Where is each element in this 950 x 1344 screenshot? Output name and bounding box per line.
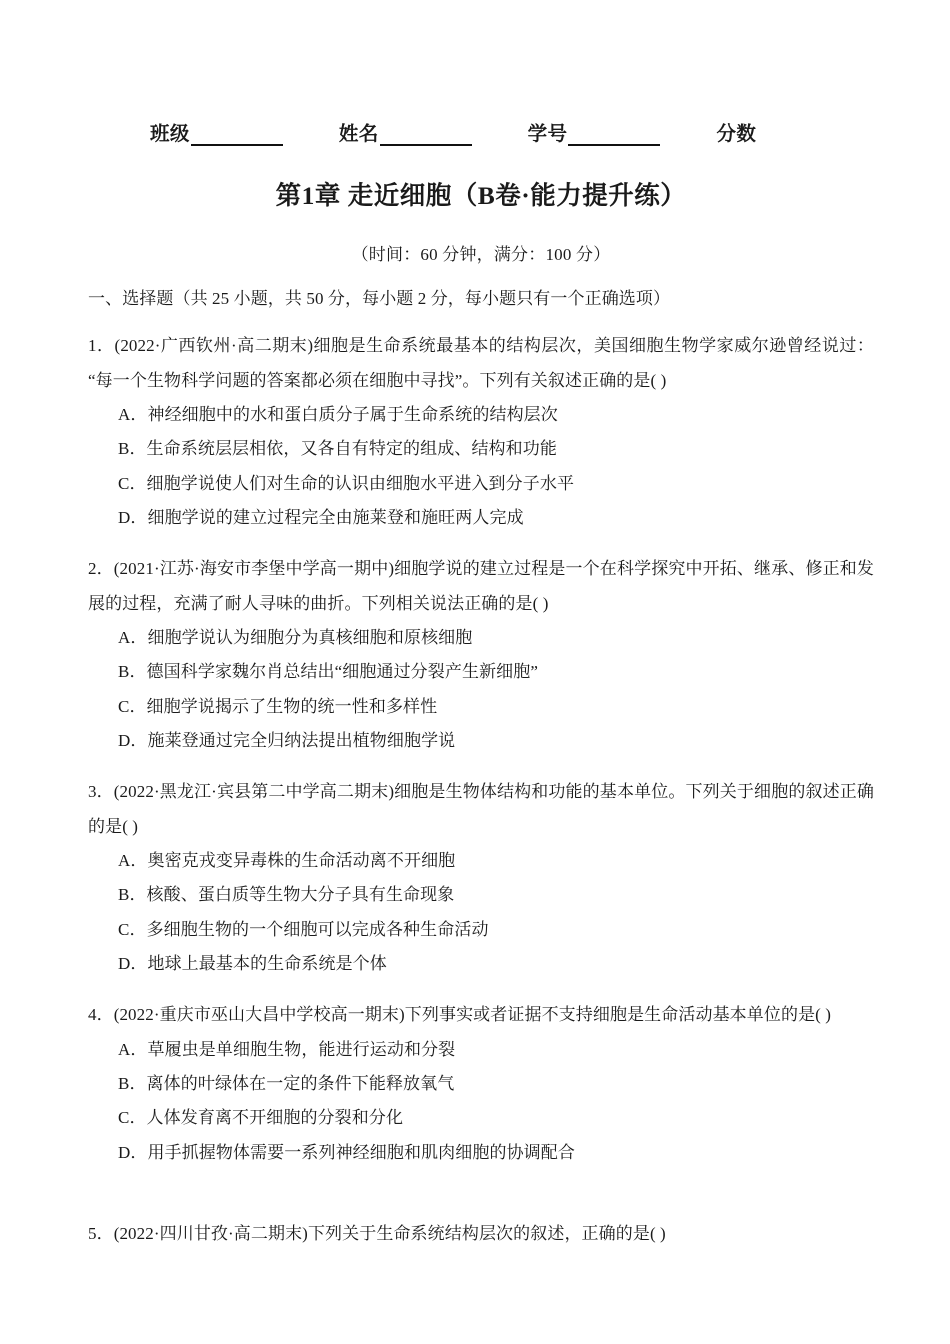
option-a[interactable]: A．细胞学说认为细胞分为真核细胞和原核细胞 <box>118 627 473 647</box>
option-b[interactable]: B．离体的叶绿体在一定的条件下能释放氧气 <box>118 1073 455 1093</box>
option-c[interactable]: C．人体发育离不开细胞的分裂和分化 <box>118 1108 404 1128</box>
option-b[interactable]: B．德国科学家魏尔肖总结出“细胞通过分裂产生新细胞” <box>118 662 539 682</box>
identity-blank-class[interactable] <box>191 127 283 146</box>
identity-label-class: 班级 <box>150 124 190 145</box>
identity-label-studentid: 学号 <box>527 124 568 145</box>
question-stem: 4．(2022·重庆市巫山大昌中学校高一期末)下列事实或者证据不支持细胞是生命活动基本单位的是( ) <box>88 1005 832 1025</box>
question-options <box>88 398 874 535</box>
option-d[interactable]: D．用手抓握物体需要一系列神经细胞和肌肉细胞的协调配合 <box>118 1142 575 1162</box>
question-stem: 5．(2022·四川甘孜·高二期末)下列关于生命系统结构层次的叙述，正确的是( ) <box>88 1223 666 1243</box>
question-item <box>88 552 874 758</box>
page-content <box>88 0 874 1251</box>
question-options <box>88 844 874 981</box>
question-item <box>88 775 874 981</box>
identity-field-score <box>716 118 756 146</box>
question-stem: 1．(2022·广西钦州·高二期末)细胞是生命系统最基本的结构层次，美国细胞生物学家威尔逊曾经说过：“每一个生物科学问题的答案都必须在细胞中寻找”。下列有关叙述正确的是( ) <box>88 336 874 390</box>
option-a[interactable]: A．神经细胞中的水和蛋白质分子属于生命系统的结构层次 <box>118 405 558 424</box>
option-d[interactable]: D．地球上最基本的生命系统是个体 <box>118 953 387 973</box>
identity-field-class <box>150 118 283 146</box>
option-c[interactable]: C．多细胞生物的一个细胞可以完成各种生命活动 <box>118 919 489 939</box>
question-item <box>88 998 874 1170</box>
option-a[interactable]: A．奥密克戎变异毒株的生命活动离不开细胞 <box>118 850 456 870</box>
question-options <box>88 1033 874 1170</box>
page-break-spacer <box>88 1170 874 1200</box>
identity-blank-studentid[interactable] <box>568 127 660 146</box>
student-identity-line <box>88 118 874 146</box>
identity-label-score: 分数 <box>716 124 757 145</box>
identity-label-name: 姓名 <box>338 124 379 145</box>
option-d[interactable]: D．施莱登通过完全归纳法提出植物细胞学说 <box>118 730 456 750</box>
question-stem: 3．(2022·黑龙江·宾县第二中学高二期末)细胞是生物体结构和功能的基本单位。下列关于细胞的叙述正确的是( ) <box>88 782 874 836</box>
identity-field-name <box>339 118 472 146</box>
page-title: 第1章 走近细胞（B卷·能力提升练） <box>275 181 687 210</box>
identity-blank-name[interactable] <box>380 127 472 146</box>
option-c[interactable]: C．细胞学说揭示了生物的统一性和多样性 <box>118 696 438 716</box>
question-stem: 2．(2021·江苏·海安市李堡中学高一期中)细胞学说的建立过程是一个在科学探究中开拓、继承、修正和发展的过程，充满了耐人寻味的曲折。下列相关说法正确的是( ) <box>88 559 874 613</box>
option-b[interactable]: B．生命系统层层相依，又各自有特定的组成、结构和功能 <box>118 439 557 459</box>
option-b[interactable]: B．核酸、蛋白质等生物大分子具有生命现象 <box>118 885 455 905</box>
identity-field-studentid <box>528 118 661 146</box>
option-a[interactable]: A．草履虫是单细胞生物，能进行运动和分裂 <box>118 1039 456 1059</box>
question-options <box>88 621 874 758</box>
option-d[interactable]: D．细胞学说的建立过程完全由施莱登和施旺两人完成 <box>118 507 524 527</box>
question-item <box>88 1217 874 1251</box>
section-heading-multiple-choice: 一、选择题（共 25 小题，共 50 分，每小题 2 分，每小题只有一个正确选项） <box>88 289 671 308</box>
option-c[interactable]: C．细胞学说使人们对生命的认识由细胞水平进入到分子水平 <box>118 473 575 493</box>
exam-meta-subtitle: （时间：60 分钟，满分：100 分） <box>351 245 611 264</box>
question-item <box>88 329 874 535</box>
